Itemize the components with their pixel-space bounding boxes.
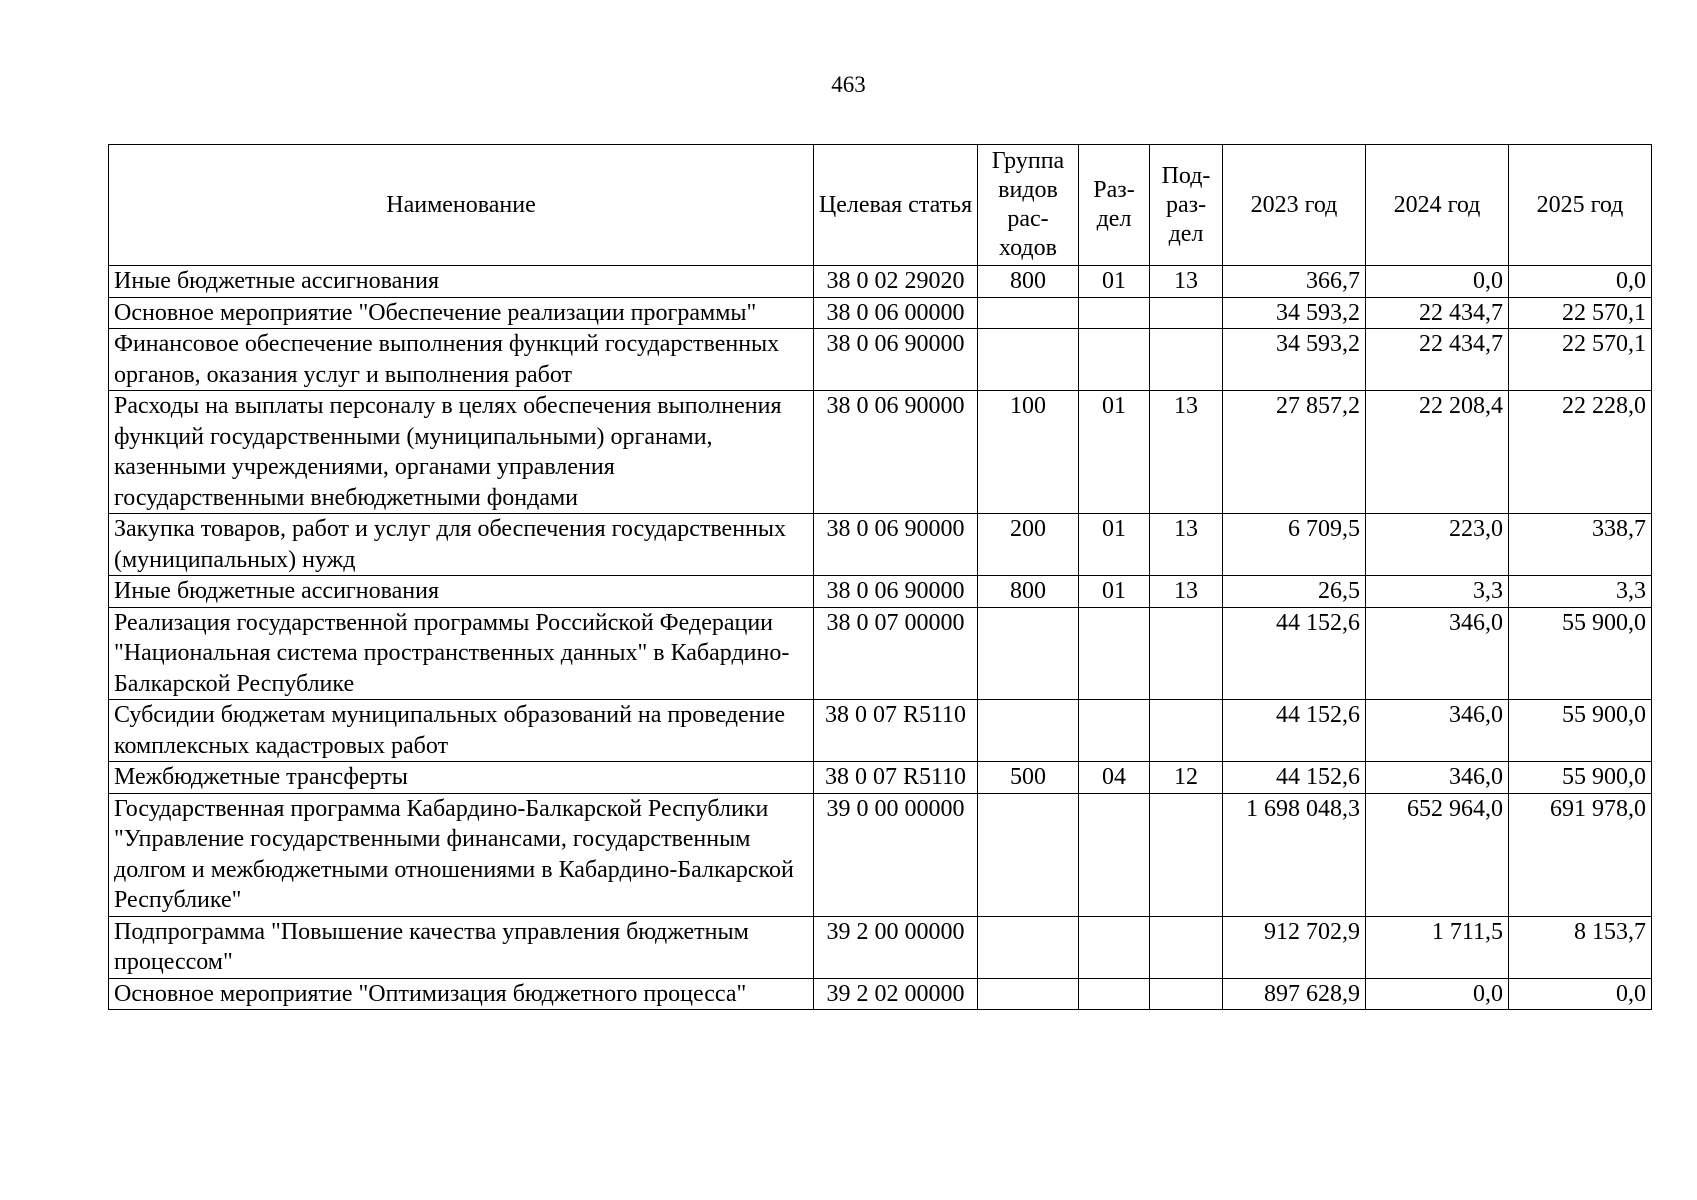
cell-y2023: 44 152,6	[1223, 607, 1366, 700]
cell-y2025: 55 900,0	[1509, 700, 1652, 762]
cell-section: 01	[1079, 266, 1150, 298]
table-row	[109, 700, 1652, 762]
header-name: Наименование	[109, 145, 814, 266]
cell-name: Межбюджетные трансферты	[109, 762, 814, 794]
cell-target: 38 0 07 00000	[814, 607, 978, 700]
cell-subsection: 13	[1150, 576, 1223, 608]
cell-section: 01	[1079, 576, 1150, 608]
table-row	[109, 762, 1652, 794]
table-row	[109, 607, 1652, 700]
cell-target: 38 0 02 29020	[814, 266, 978, 298]
cell-y2025: 8 153,7	[1509, 916, 1652, 978]
cell-name: Субсидии бюджетам муниципальных образований на проведение комплексных кадастровых работ	[109, 700, 814, 762]
cell-group: 100	[978, 391, 1079, 514]
cell-y2024: 346,0	[1366, 607, 1509, 700]
cell-target: 39 0 00 00000	[814, 793, 978, 916]
cell-y2023: 44 152,6	[1223, 700, 1366, 762]
cell-y2024: 22 434,7	[1366, 329, 1509, 391]
header-row	[109, 145, 1652, 266]
cell-y2023: 26,5	[1223, 576, 1366, 608]
table-row	[109, 978, 1652, 1010]
cell-section: 01	[1079, 514, 1150, 576]
header-section: Раз-дел	[1079, 145, 1150, 266]
cell-section	[1079, 297, 1150, 329]
cell-y2023: 27 857,2	[1223, 391, 1366, 514]
cell-y2023: 1 698 048,3	[1223, 793, 1366, 916]
table-row	[109, 576, 1652, 608]
cell-target: 39 2 02 00000	[814, 978, 978, 1010]
cell-y2023: 44 152,6	[1223, 762, 1366, 794]
cell-subsection: 13	[1150, 391, 1223, 514]
cell-group: 800	[978, 576, 1079, 608]
cell-name: Расходы на выплаты персоналу в целях обеспечения выполнения функций государственными (муниципальными) органами, казенными учреждениями, органами управления государственными внебюджетными фондами	[109, 391, 814, 514]
cell-name: Государственная программа Кабардино-Балкарской Республики "Управление государственными финансами, государственным долгом и межбюджетными отношениями в Кабардино-Балкарской Республике"	[109, 793, 814, 916]
cell-subsection	[1150, 329, 1223, 391]
cell-y2024: 3,3	[1366, 576, 1509, 608]
cell-section	[1079, 329, 1150, 391]
cell-name: Основное мероприятие "Оптимизация бюджетного процесса"	[109, 978, 814, 1010]
cell-group	[978, 297, 1079, 329]
table-row	[109, 916, 1652, 978]
cell-section	[1079, 700, 1150, 762]
cell-y2023: 912 702,9	[1223, 916, 1366, 978]
cell-subsection	[1150, 793, 1223, 916]
cell-section	[1079, 607, 1150, 700]
cell-subsection	[1150, 916, 1223, 978]
cell-target: 39 2 00 00000	[814, 916, 978, 978]
cell-name: Реализация государственной программы Российской Федерации "Национальная система пространственных данных" в Кабардино-Балкарской Республике	[109, 607, 814, 700]
cell-y2025: 55 900,0	[1509, 607, 1652, 700]
cell-target: 38 0 07 R5110	[814, 700, 978, 762]
cell-name: Иные бюджетные ассигнования	[109, 266, 814, 298]
cell-subsection	[1150, 297, 1223, 329]
budget-table	[108, 144, 1652, 1010]
cell-group: 800	[978, 266, 1079, 298]
cell-y2024: 652 964,0	[1366, 793, 1509, 916]
header-2023: 2023 год	[1223, 145, 1366, 266]
cell-y2024: 346,0	[1366, 700, 1509, 762]
cell-target: 38 0 06 00000	[814, 297, 978, 329]
cell-y2024: 223,0	[1366, 514, 1509, 576]
cell-group	[978, 793, 1079, 916]
header-2024: 2024 год	[1366, 145, 1509, 266]
table-row	[109, 329, 1652, 391]
cell-y2025: 22 570,1	[1509, 329, 1652, 391]
cell-target: 38 0 06 90000	[814, 576, 978, 608]
table-row	[109, 793, 1652, 916]
cell-y2023: 34 593,2	[1223, 297, 1366, 329]
cell-group	[978, 329, 1079, 391]
cell-section	[1079, 916, 1150, 978]
cell-group	[978, 700, 1079, 762]
cell-subsection	[1150, 700, 1223, 762]
page-number: 463	[831, 72, 866, 97]
table-row	[109, 514, 1652, 576]
cell-target: 38 0 06 90000	[814, 391, 978, 514]
cell-subsection: 13	[1150, 266, 1223, 298]
cell-section	[1079, 978, 1150, 1010]
cell-section: 04	[1079, 762, 1150, 794]
cell-name: Иные бюджетные ассигнования	[109, 576, 814, 608]
table-row	[109, 297, 1652, 329]
cell-subsection: 13	[1150, 514, 1223, 576]
cell-target: 38 0 07 R5110	[814, 762, 978, 794]
cell-y2023: 897 628,9	[1223, 978, 1366, 1010]
cell-y2025: 691 978,0	[1509, 793, 1652, 916]
cell-y2024: 346,0	[1366, 762, 1509, 794]
table-row	[109, 391, 1652, 514]
cell-group	[978, 607, 1079, 700]
cell-target: 38 0 06 90000	[814, 329, 978, 391]
cell-subsection: 12	[1150, 762, 1223, 794]
cell-y2023: 34 593,2	[1223, 329, 1366, 391]
cell-group: 200	[978, 514, 1079, 576]
cell-y2024: 1 711,5	[1366, 916, 1509, 978]
cell-y2025: 338,7	[1509, 514, 1652, 576]
cell-y2023: 6 709,5	[1223, 514, 1366, 576]
header-target: Целевая статья	[814, 145, 978, 266]
cell-section: 01	[1079, 391, 1150, 514]
cell-subsection	[1150, 607, 1223, 700]
cell-target: 38 0 06 90000	[814, 514, 978, 576]
cell-section	[1079, 793, 1150, 916]
cell-group	[978, 978, 1079, 1010]
header-2025: 2025 год	[1509, 145, 1652, 266]
table-body	[109, 266, 1652, 1010]
cell-subsection	[1150, 978, 1223, 1010]
cell-y2024: 22 434,7	[1366, 297, 1509, 329]
cell-y2023: 366,7	[1223, 266, 1366, 298]
cell-name: Подпрограмма "Повышение качества управления бюджетным процессом"	[109, 916, 814, 978]
cell-group	[978, 916, 1079, 978]
header-subsection: Под-раз-дел	[1150, 145, 1223, 266]
cell-name: Финансовое обеспечение выполнения функций государственных органов, оказания услуг и выполнения работ	[109, 329, 814, 391]
cell-y2025: 0,0	[1509, 978, 1652, 1010]
cell-y2025: 0,0	[1509, 266, 1652, 298]
cell-y2025: 22 228,0	[1509, 391, 1652, 514]
cell-group: 500	[978, 762, 1079, 794]
cell-y2025: 3,3	[1509, 576, 1652, 608]
cell-name: Закупка товаров, работ и услуг для обеспечения государственных (муниципальных) нужд	[109, 514, 814, 576]
cell-y2025: 55 900,0	[1509, 762, 1652, 794]
cell-name: Основное мероприятие "Обеспечение реализации программы"	[109, 297, 814, 329]
cell-y2024: 0,0	[1366, 978, 1509, 1010]
cell-y2024: 0,0	[1366, 266, 1509, 298]
table-row	[109, 266, 1652, 298]
header-group: Группа видов рас-ходов	[978, 145, 1079, 266]
cell-y2025: 22 570,1	[1509, 297, 1652, 329]
cell-y2024: 22 208,4	[1366, 391, 1509, 514]
